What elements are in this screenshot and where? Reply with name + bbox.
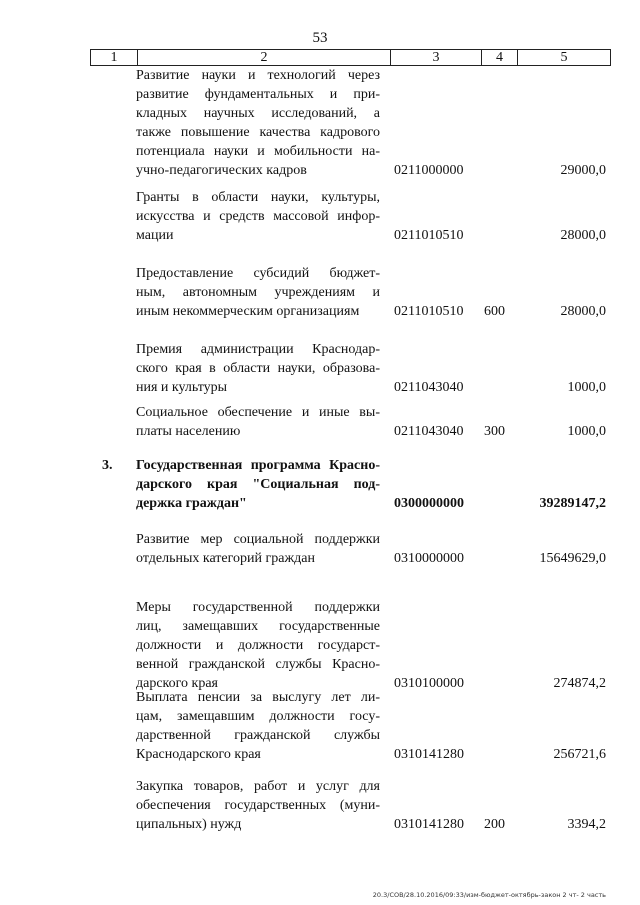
column-header-4: 4: [482, 50, 518, 66]
row-code: 0211000000: [394, 163, 464, 178]
description-line: лиц, замещавших государственные: [136, 619, 380, 634]
row-expense-type: 200: [484, 817, 505, 832]
description-line: ным, автономным учреждениям и: [136, 285, 380, 300]
row-amount: 28000,0: [560, 304, 606, 319]
description-line: иным некоммерческим организациям: [136, 304, 360, 319]
row-description: [136, 598, 380, 693]
description-line: ния и культуры: [136, 380, 228, 395]
description-line: цам, замещавшим должности госу-: [136, 709, 380, 724]
row-amount: 15649629,0: [539, 551, 606, 566]
description-line: Премия администрации Краснодар-: [136, 342, 380, 357]
description-line: кладных научных исследований, а: [136, 106, 380, 121]
description-line: потенциала науки и мобильности на-: [136, 144, 380, 159]
row-description: [136, 188, 380, 245]
description-line: Государственная программа Красно-: [136, 458, 380, 473]
row-description: [136, 66, 380, 180]
description-line: искусства и средств массовой инфор-: [136, 209, 380, 224]
column-header-row: [90, 49, 611, 66]
description-line: ского края в области науки, образова-: [136, 361, 380, 376]
column-header-3: 3: [391, 50, 482, 66]
column-header-1: 1: [91, 50, 138, 66]
row-description: [136, 777, 380, 834]
description-line: Закупка товаров, работ и услуг для: [136, 779, 380, 794]
description-line: учно-педагогических кадров: [136, 163, 307, 178]
description-line: Меры государственной поддержки: [136, 600, 380, 615]
description-line: развитие фундаментальных и при-: [136, 87, 380, 102]
description-line: мации: [136, 228, 174, 243]
row-expense-type: 300: [484, 424, 505, 439]
description-line: отдельных категорий граждан: [136, 551, 315, 566]
description-line: Гранты в области науки, культуры,: [136, 190, 380, 205]
row-code: 0310141280: [394, 747, 464, 762]
row-description: [136, 530, 380, 568]
description-line: Выплата пенсии за выслугу лет ли-: [136, 690, 380, 705]
description-line: Социальное обеспечение и иные вы-: [136, 405, 380, 420]
description-line: платы населению: [136, 424, 241, 439]
row-code: 0211043040: [394, 424, 464, 439]
row-code: 0211010510: [394, 304, 464, 319]
description-line: ципальных) нужд: [136, 817, 242, 832]
row-description: [136, 403, 380, 441]
row-code: 0310000000: [394, 551, 464, 566]
description-line: обеспечения государственных (муни-: [136, 798, 380, 813]
row-code: 0211010510: [394, 228, 464, 243]
description-line: также повышение качества кадрового: [136, 125, 380, 140]
row-code: 0310141280: [394, 817, 464, 832]
row-amount: 256721,6: [553, 747, 606, 762]
document-footer: 20.3/СОВ/28.10.2016/09:33/изм-бюджет-октябрь-закон 2 чт- 2 часть: [372, 891, 606, 899]
row-code: 0300000000: [394, 496, 464, 511]
column-header-5: 5: [518, 50, 611, 66]
description-line: Развитие науки и технологий через: [136, 68, 380, 83]
row-amount: 3394,2: [567, 817, 606, 832]
page-number: 53: [312, 30, 328, 46]
row-amount: 274874,2: [553, 676, 606, 691]
row-amount: 29000,0: [560, 163, 606, 178]
column-header-2: 2: [138, 50, 391, 66]
description-line: Развитие мер социальной поддержки: [136, 532, 380, 547]
row-description: [136, 264, 380, 321]
description-line: держка граждан": [136, 496, 247, 511]
description-line: дарского края: [136, 676, 218, 691]
row-amount: 1000,0: [567, 424, 606, 439]
row-description: [136, 688, 380, 764]
row-amount: 28000,0: [560, 228, 606, 243]
row-amount: 39289147,2: [539, 496, 606, 511]
description-line: дарского края "Социальная под-: [136, 477, 380, 492]
row-description: [136, 456, 380, 513]
description-line: Краснодарского края: [136, 747, 261, 762]
row-amount: 1000,0: [567, 380, 606, 395]
row-description: [136, 340, 380, 397]
description-line: венной гражданской службы Красно-: [136, 657, 380, 672]
row-expense-type: 600: [484, 304, 505, 319]
description-line: дарственной гражданской службы: [136, 728, 380, 743]
row-code: 0310100000: [394, 676, 464, 691]
row-code: 0211043040: [394, 380, 464, 395]
description-line: Предоставление субсидий бюджет-: [136, 266, 380, 281]
description-line: должности и должности государст-: [136, 638, 380, 653]
row-number: 3.: [102, 458, 113, 473]
